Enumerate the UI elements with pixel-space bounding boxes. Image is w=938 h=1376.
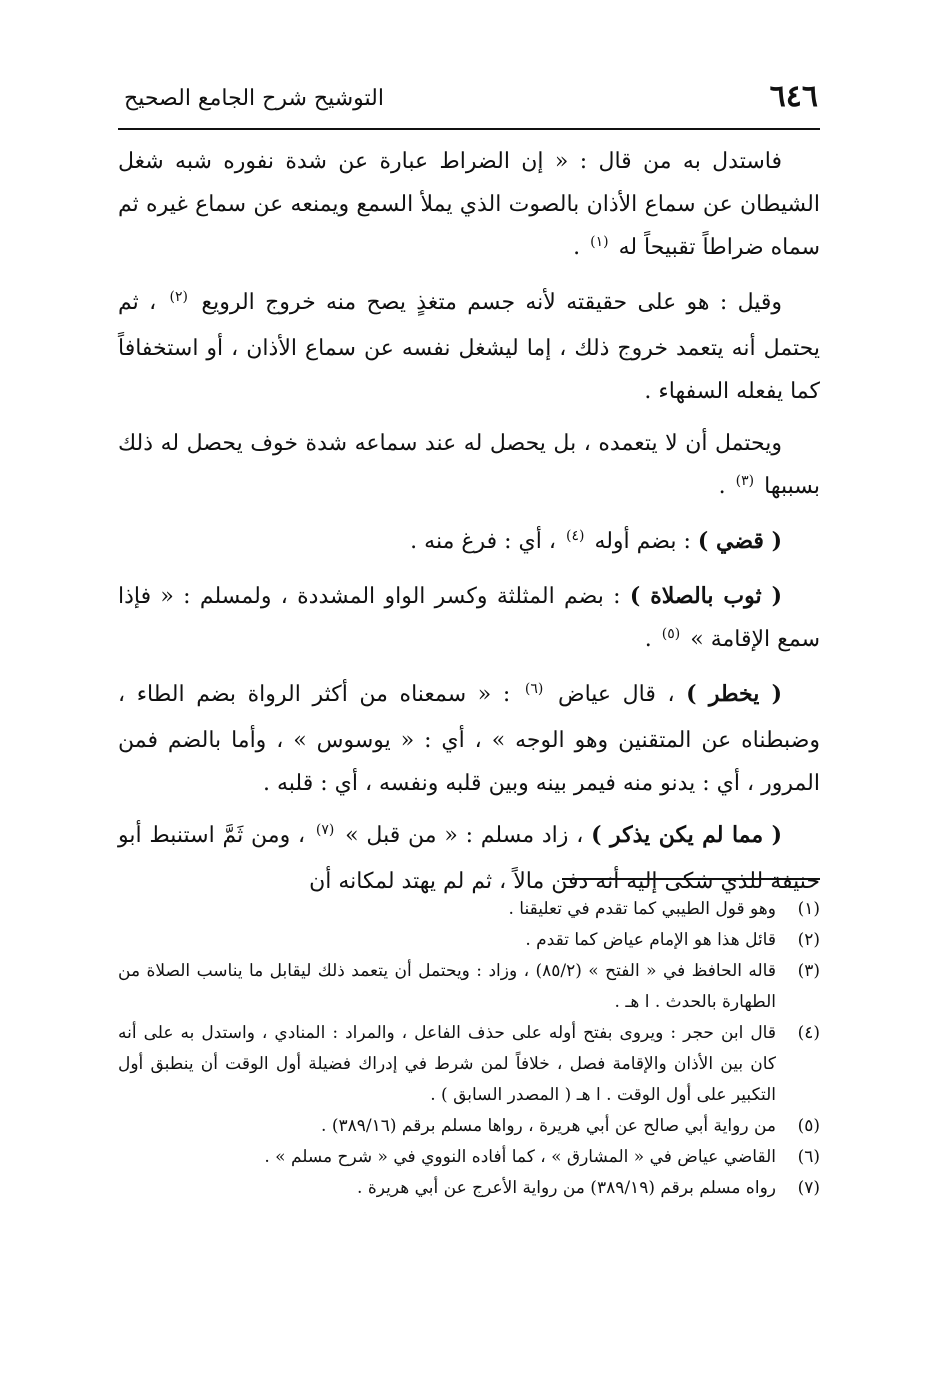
footnote-number: (٣) bbox=[797, 961, 820, 981]
footnote-divider bbox=[562, 878, 820, 880]
main-text bbox=[118, 140, 820, 905]
lemma-heading: ( ثوب بالصلاة ) bbox=[629, 583, 782, 609]
lemma-heading: ( مما لم يكن يذكر ) bbox=[591, 822, 783, 848]
footnote-text: رواه مسلم برقم (٣٨٩/١٩) من رواية الأعرج عن أبي هريرة . bbox=[357, 1178, 776, 1198]
footnote-6 bbox=[118, 1142, 820, 1173]
footnote-text: وهو قول الطيبي كما تقدم في تعليقنا . bbox=[508, 899, 776, 919]
page-number: ٦٤٦ bbox=[769, 79, 818, 114]
footnote-text: قال ابن حجر : ويروى بفتح أوله على حذف الفاعل ، والمراد : المنادي ، واستدل به على أنه كان بين الأذان والإقامة فصل ، خلافاً لمن شرط في إدراك فضيلة أول الوقت أن ينطبق أول التكبير على أول الوقت . ا هـ ( المصدر السابق ) . bbox=[118, 1023, 776, 1105]
footnote-number: (٧) bbox=[797, 1178, 820, 1198]
paragraph-end: . bbox=[573, 235, 581, 260]
paragraph-7 bbox=[118, 814, 820, 903]
footnote-text: القاضي عياض في « المشارق » ، كما أفاده النووي في « شرح مسلم » . bbox=[264, 1147, 776, 1167]
footnote-7 bbox=[118, 1173, 820, 1204]
footnote-4 bbox=[118, 1018, 820, 1111]
paragraph-end: . bbox=[718, 474, 726, 499]
paragraph-end: . bbox=[644, 627, 652, 652]
footnote-text: قاله الحافظ في « الفتح » (٨٥/٢) ، وزاد : ويحتمل أن يتعمد ذلك ليقابل ما يناسب الصلاة من الطهارة بالحدث . ا هـ . bbox=[118, 961, 776, 1012]
paragraph-text: ، ثم يحتمل أنه يتعمد خروج ذلك ، إما ليشغل نفسه عن سماع الأذان ، أو استخفافاً كما يفعله السفهاء . bbox=[118, 290, 820, 404]
footnote-ref-3[interactable]: (٣) bbox=[735, 473, 755, 489]
paragraph-text: ، زاد مسلم : « من قبل » bbox=[345, 823, 584, 848]
footnote-number: (٦) bbox=[797, 1147, 820, 1167]
footnote-ref-1[interactable]: (١) bbox=[590, 234, 609, 250]
footnote-ref-6[interactable]: (٦) bbox=[524, 681, 544, 697]
footnotes bbox=[118, 894, 820, 1204]
footnote-2 bbox=[118, 925, 820, 956]
paragraph-text: وقيل : هو على حقيقته لأنه جسم متغذٍ يصح منه خروج الرويع bbox=[201, 290, 783, 315]
footnote-number: (١) bbox=[797, 899, 820, 919]
footnote-text: قائل هذا هو الإمام عياض كما تقدم . bbox=[525, 930, 776, 950]
paragraph-text: ، أي : فرغ منه . bbox=[410, 529, 556, 554]
footnote-ref-7[interactable]: (٧) bbox=[315, 822, 335, 838]
paragraph-text: ، قال عياض bbox=[557, 682, 675, 707]
paragraph-5 bbox=[118, 575, 820, 664]
footnote-5 bbox=[118, 1111, 820, 1142]
paragraph-text: : بضم أوله bbox=[594, 529, 691, 554]
page-header bbox=[118, 78, 820, 130]
paragraph-1 bbox=[118, 140, 820, 272]
footnote-number: (٤) bbox=[797, 1023, 820, 1043]
footnote-number: (٥) bbox=[797, 1116, 820, 1136]
footnote-ref-4[interactable]: (٤) bbox=[565, 528, 585, 544]
lemma-heading: ( يخطر ) bbox=[686, 681, 783, 707]
paragraph-2 bbox=[118, 281, 820, 413]
footnote-number: (٢) bbox=[797, 930, 820, 950]
running-title: التوشيح شرح الجامع الصحيح bbox=[124, 86, 384, 111]
paragraph-3 bbox=[118, 422, 820, 511]
paragraph-text: : « سمعناه من أكثر الرواة بضم الطاء ، وضبطناه عن المتقنين وهو الوجه » ، أي : « يوسوس » ، وأما بالضم فمن المرور ، أي : يدنو منه فيمر بينه وبين قلبه ونفسه ، أي : قلبه . bbox=[118, 682, 820, 796]
footnote-3 bbox=[118, 956, 820, 1018]
footnote-ref-2[interactable]: (٢) bbox=[169, 289, 189, 305]
paragraph-text: ويحتمل أن لا يتعمده ، بل يحصل له عند سماعه شدة خوف يحصل له ذلك بسببها bbox=[118, 431, 820, 499]
footnote-ref-5[interactable]: (٥) bbox=[661, 626, 681, 642]
paragraph-text: فاستدل به من قال : « إن الضراط عبارة عن شدة نفوره شبه شغل الشيطان عن سماع الأذان بالصوت الذي يملأ السمع ويمنعه عن سماع غيره ثم سماه ضراطاً تقبيحاً له bbox=[118, 149, 820, 260]
lemma-heading: ( قضي ) bbox=[697, 528, 782, 554]
footnote-1 bbox=[118, 894, 820, 925]
paragraph-text: ، ومن ثَمَّ استنبط أبو حنيفة للذي شكى إليه أنه دفن مالاً ، ثم لم يهتد لمكانه أن bbox=[118, 823, 820, 894]
footnote-text: من رواية أبي صالح عن أبي هريرة ، رواها مسلم برقم (٣٨٩/١٦) . bbox=[321, 1116, 776, 1136]
paragraph-4 bbox=[118, 520, 820, 566]
paragraph-6 bbox=[118, 673, 820, 805]
paragraph-text: : بضم المثلثة وكسر الواو المشددة ، ولمسلم : « فإذا سمع الإقامة » bbox=[118, 584, 820, 652]
